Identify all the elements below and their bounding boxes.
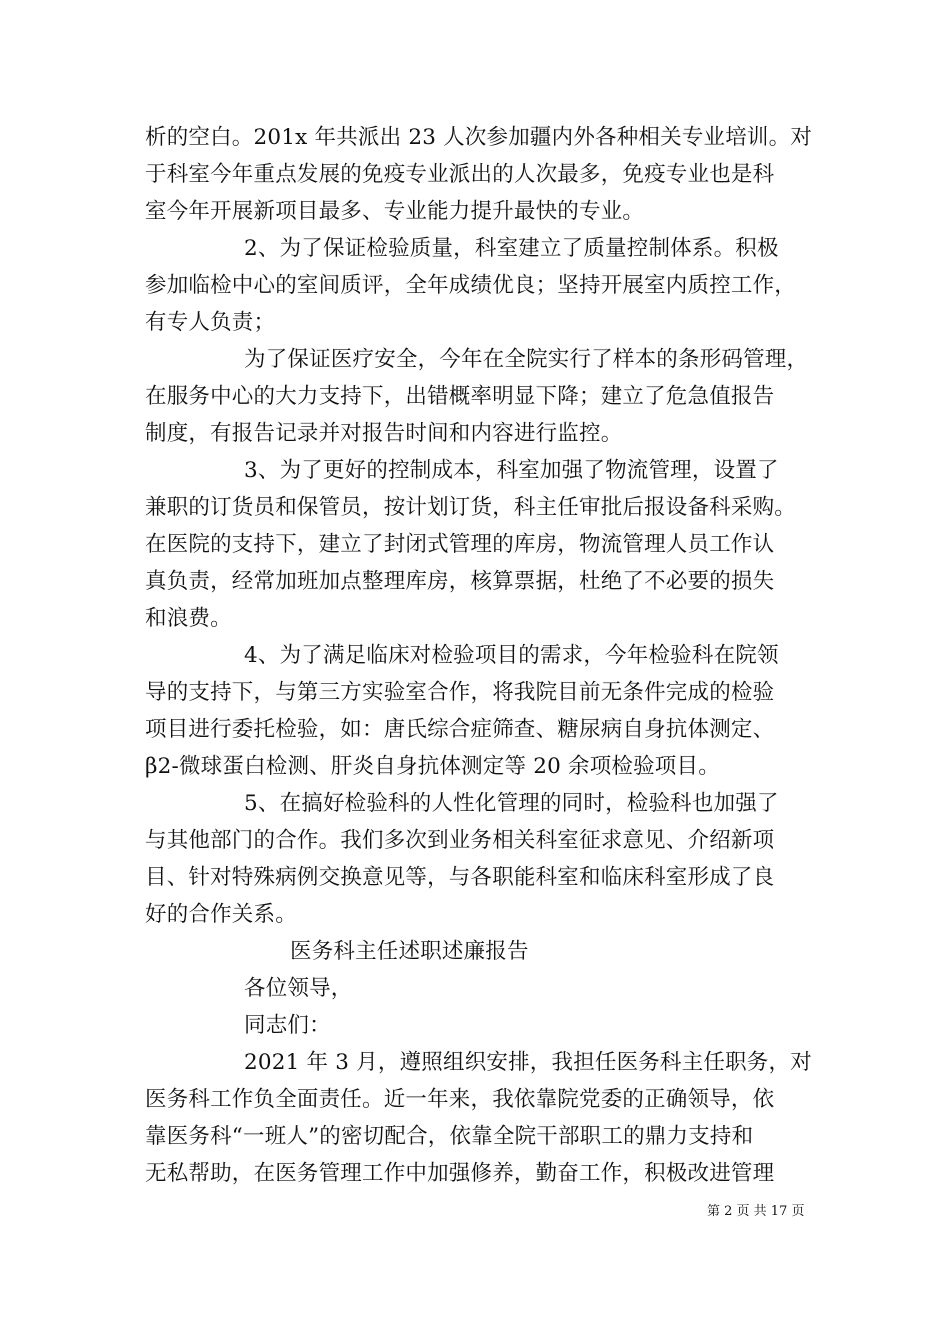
- text-line: 在医院的支持下，建立了封闭式管理的库房，物流管理人员工作认: [145, 532, 775, 557]
- text-line: 靠医务科“一班人”的密切配合，依靠全院干部职工的鼎力支持和: [145, 1124, 754, 1149]
- text-line: 在服务中心的大力支持下，出错概率明显下降；建立了危急值报告: [145, 384, 775, 409]
- text-line: 2021 年 3 月，遵照组织安排，我担任医务科主任职务，对: [244, 1050, 812, 1075]
- text-line: 有专人负责；: [145, 310, 276, 335]
- page-number-footer: 第 2 页 共 17 页: [707, 1204, 805, 1219]
- text-line: 于科室今年重点发展的免疫专业派出的人次最多，免疫专业也是科: [145, 162, 775, 187]
- text-line: 为了保证医疗安全，今年在全院实行了样本的条形码管理，: [244, 347, 809, 372]
- text-line: 室今年开展新项目最多、专业能力提升最快的专业。: [145, 199, 645, 224]
- text-line: 和浪费。: [145, 606, 232, 631]
- text-line: 制度，有报告记录并对报告时间和内容进行监控。: [145, 421, 623, 446]
- text-line: 3、为了更好的控制成本，科室加强了物流管理，设置了: [244, 458, 779, 483]
- text-line: β2-微球蛋白检测、肝炎自身抗体测定等 20 余项检验项目。: [145, 754, 720, 779]
- text-line: 无私帮助，在医务管理工作中加强修养，勤奋工作，积极改进管理: [145, 1161, 775, 1186]
- text-line: 医务科工作负全面责任。近一年来，我依靠院党委的正确领导，依: [145, 1087, 775, 1112]
- text-line: 好的合作关系。: [145, 902, 297, 927]
- text-line: 4、为了满足临床对检验项目的需求，今年检验科在院领: [244, 643, 779, 668]
- text-line: 析的空白。201x 年共派出 23 人次参加疆内外各种相关专业培训。对: [145, 125, 813, 150]
- text-line: 项目进行委托检验，如：唐氏综合症筛查、糖尿病自身抗体测定、: [145, 717, 775, 742]
- text-line: 与其他部门的合作。我们多次到业务相关科室征求意见、介绍新项: [145, 828, 775, 853]
- text-line: 兼职的订货员和保管员，按计划订货，科主任审批后报设备科采购。: [145, 495, 797, 520]
- section-title: 医务科主任述职述廉报告: [290, 939, 529, 964]
- text-line: 参加临检中心的室间质评，全年成绩优良；坚持开展室内质控工作，: [145, 273, 797, 298]
- text-line: 真负责，经常加班加点整理库房，核算票据，杜绝了不必要的损失: [145, 569, 775, 594]
- text-line: 导的支持下，与第三方实验室合作，将我院目前无条件完成的检验: [145, 680, 775, 705]
- salutation-line: 各位领导，: [244, 976, 353, 1001]
- salutation-line: 同志们：: [244, 1013, 331, 1038]
- text-line: 目、针对特殊病例交换意见等，与各职能科室和临床科室形成了良: [145, 865, 775, 890]
- text-line: 2、为了保证检验质量，科室建立了质量控制体系。积极: [244, 236, 779, 261]
- text-line: 5、在搞好检验科的人性化管理的同时，检验科也加强了: [244, 791, 779, 816]
